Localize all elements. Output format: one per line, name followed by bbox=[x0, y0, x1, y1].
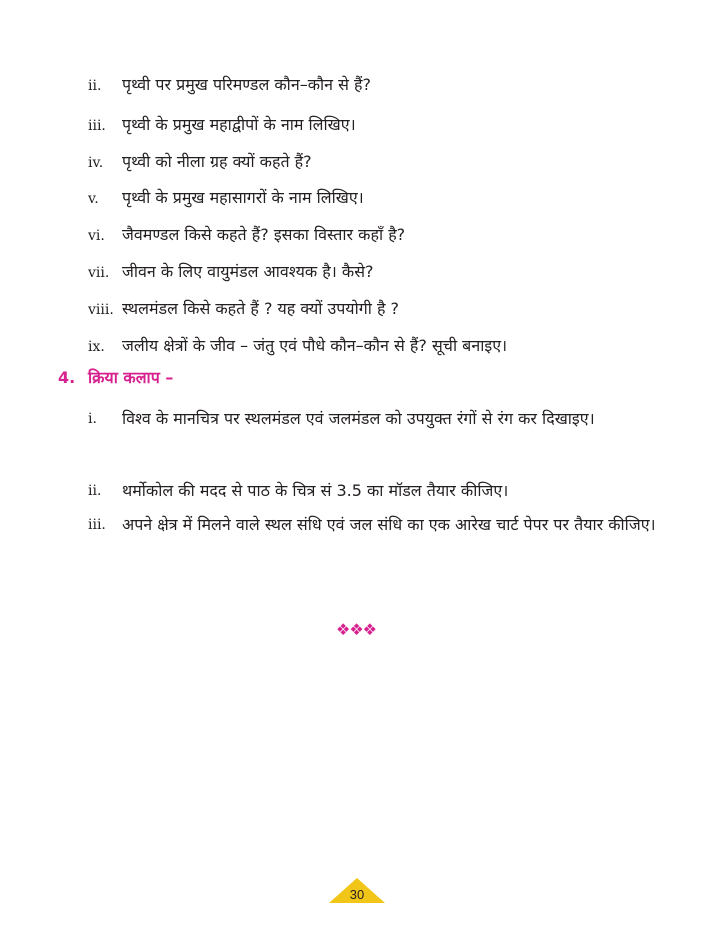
question-item bbox=[88, 292, 688, 326]
page-number-badge bbox=[327, 876, 387, 904]
activity-text: थर्मोकोल की मदद से पाठ के चित्र सं 3.5 का मॉडल तैयार कीजिए। bbox=[122, 481, 509, 500]
question-text: पृथ्वी पर प्रमुख परिमण्डल कौन–कौन से हैं? bbox=[122, 75, 371, 94]
page-number: 30 bbox=[349, 887, 365, 902]
question-text: पृथ्वी को नीला ग्रह क्यों कहते हैं? bbox=[122, 152, 312, 171]
question-item bbox=[88, 218, 688, 252]
question-number: ii. bbox=[88, 78, 102, 94]
question-text: स्थलमंडल किसे कहते हैं ? यह क्यों उपयोगी है ? bbox=[122, 299, 400, 318]
activity-text: विश्व के मानचित्र पर स्थलमंडल एवं जलमंडल को उपयुक्त रंगों से रंग कर दिखाइए। bbox=[122, 409, 595, 428]
question-number: ix. bbox=[88, 339, 105, 355]
question-item bbox=[88, 255, 688, 289]
question-text: जीवन के लिए वायुमंडल आवश्यक है। कैसे? bbox=[122, 262, 374, 281]
activity-item bbox=[88, 402, 660, 436]
activity-number: iii. bbox=[88, 517, 106, 533]
question-number: vii. bbox=[88, 265, 110, 281]
activity-number: ii. bbox=[88, 483, 102, 499]
section-end-ornament: ❖❖❖ bbox=[335, 620, 377, 639]
question-number: viii. bbox=[88, 302, 114, 318]
question-text: जलीय क्षेत्रों के जीव – जंतु एवं पौधे कौन–कौन से हैं? सूची बनाइए। bbox=[122, 336, 508, 355]
section-title: क्रिया कलाप – bbox=[88, 368, 174, 387]
question-number: v. bbox=[88, 191, 99, 207]
activity-number: i. bbox=[88, 411, 97, 427]
section-heading bbox=[58, 366, 173, 388]
question-text: जैवमण्डल किसे कहते हैं? इसका विस्तार कहाँ है? bbox=[122, 225, 406, 244]
question-item bbox=[88, 145, 688, 179]
activity-item bbox=[88, 474, 660, 508]
activity-text: अपने क्षेत्र में मिलने वाले स्थल संधि एवं जल संधि का एक आरेख चार्ट पेपर पर तैयार कीजिए। bbox=[122, 515, 656, 534]
question-number: iv. bbox=[88, 155, 104, 171]
question-text: पृथ्वी के प्रमुख महाद्वीपों के नाम लिखिए। bbox=[122, 115, 356, 134]
question-item bbox=[88, 68, 688, 102]
section-number: 4. bbox=[58, 368, 76, 387]
question-item bbox=[88, 181, 688, 215]
activity-item bbox=[88, 508, 660, 542]
question-item bbox=[88, 108, 688, 142]
question-number: iii. bbox=[88, 118, 106, 134]
question-item bbox=[88, 329, 688, 363]
question-text: पृथ्वी के प्रमुख महासागरों के नाम लिखिए। bbox=[122, 188, 364, 207]
question-number: vi. bbox=[88, 228, 105, 244]
